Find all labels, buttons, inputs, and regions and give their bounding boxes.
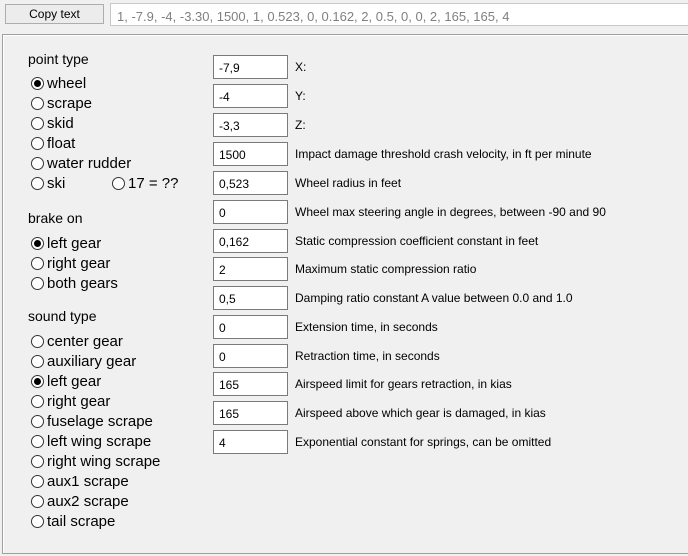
radio-label: both gears bbox=[47, 275, 118, 292]
radio-label: right wing scrape bbox=[47, 453, 161, 470]
radio-label: left gear bbox=[47, 235, 102, 252]
damping-ratio-input[interactable] bbox=[213, 286, 288, 310]
brake-on-title: brake on bbox=[28, 210, 83, 226]
steering-angle-label: Wheel max steering angle in degrees, between -90 and 90 bbox=[295, 205, 606, 219]
retraction-time-label: Retraction time, in seconds bbox=[295, 349, 440, 363]
radio-unchecked-icon bbox=[112, 177, 125, 190]
radio-unchecked-icon bbox=[31, 475, 44, 488]
damping-ratio-label: Damping ratio constant A value between 0.0 and 1.0 bbox=[295, 291, 573, 305]
radio-unchecked-icon bbox=[31, 355, 44, 368]
radio-unchecked-icon bbox=[31, 117, 44, 130]
radio-brake-left-gear[interactable] bbox=[31, 234, 101, 253]
contact-point-panel bbox=[2, 34, 688, 554]
extension-time-input[interactable] bbox=[213, 315, 288, 339]
radio-label: left gear bbox=[47, 373, 102, 390]
radio-sound-left-gear[interactable] bbox=[31, 372, 101, 391]
radio-label: aux2 scrape bbox=[47, 493, 129, 510]
radio-unchecked-icon bbox=[31, 277, 44, 290]
crash-velocity-label: Impact damage threshold crash velocity, in ft per minute bbox=[295, 147, 592, 161]
wheel-radius-label: Wheel radius in feet bbox=[295, 176, 402, 190]
radio-unchecked-icon bbox=[31, 97, 44, 110]
radio-brake-both-gears[interactable] bbox=[31, 274, 118, 293]
crash-velocity-input[interactable] bbox=[213, 142, 288, 166]
radio-sound-tail-scrape[interactable] bbox=[31, 512, 115, 531]
radio-sound-aux2-scrape[interactable] bbox=[31, 492, 129, 511]
radio-sound-center-gear[interactable] bbox=[31, 332, 123, 351]
radio-unchecked-icon bbox=[31, 455, 44, 468]
radio-point-ski[interactable] bbox=[31, 174, 65, 193]
extension-time-label: Extension time, in seconds bbox=[295, 320, 438, 334]
radio-label: skid bbox=[47, 115, 74, 132]
spring-exponent-label: Exponential constant for springs, can be omitted bbox=[295, 435, 552, 449]
copy-toolbar bbox=[0, 0, 688, 30]
radio-checked-icon bbox=[31, 77, 44, 90]
static-compression-coef-label: Static compression coefficient constant in feet bbox=[295, 234, 539, 248]
radio-sound-left-wing-scrape[interactable] bbox=[31, 432, 151, 451]
radio-unchecked-icon bbox=[31, 137, 44, 150]
wheel-radius-input[interactable] bbox=[213, 171, 288, 195]
radio-point-skid[interactable] bbox=[31, 114, 74, 133]
static-compression-coef-input[interactable] bbox=[213, 229, 288, 253]
copy-text-button[interactable]: Copy text bbox=[5, 4, 104, 24]
radio-point-scrape[interactable] bbox=[31, 94, 92, 113]
sound-type-title: sound type bbox=[28, 308, 97, 324]
retraction-airspeed-limit-input[interactable] bbox=[213, 372, 288, 396]
point-type-title: point type bbox=[28, 51, 89, 67]
retraction-time-input[interactable] bbox=[213, 344, 288, 368]
x-input[interactable] bbox=[213, 55, 288, 79]
radio-label: right gear bbox=[47, 393, 111, 410]
radio-label: scrape bbox=[47, 95, 93, 112]
radio-label: aux1 scrape bbox=[47, 473, 129, 490]
z-input[interactable] bbox=[213, 113, 288, 137]
radio-sound-right-wing-scrape[interactable] bbox=[31, 452, 160, 471]
steering-angle-input[interactable] bbox=[213, 200, 288, 224]
retraction-airspeed-limit-label: Airspeed limit for gears retraction, in kias bbox=[295, 377, 512, 391]
max-compression-ratio-input[interactable] bbox=[213, 257, 288, 281]
damage-airspeed-label: Airspeed above which gear is damaged, in kias bbox=[295, 406, 546, 420]
radio-unchecked-icon bbox=[31, 495, 44, 508]
radio-sound-auxiliary-gear[interactable] bbox=[31, 352, 136, 371]
radio-label: tail scrape bbox=[47, 513, 116, 530]
radio-sound-right-gear[interactable] bbox=[31, 392, 110, 411]
y-input[interactable] bbox=[213, 84, 288, 108]
radio-label: 17 = ?? bbox=[128, 175, 179, 192]
radio-unchecked-icon bbox=[31, 177, 44, 190]
radio-checked-icon bbox=[31, 375, 44, 388]
copy-output-field[interactable] bbox=[110, 3, 688, 26]
radio-label: left wing scrape bbox=[47, 433, 152, 450]
x-label: X: bbox=[295, 60, 307, 74]
radio-unchecked-icon bbox=[31, 395, 44, 408]
radio-point-float[interactable] bbox=[31, 134, 75, 153]
radio-label: right gear bbox=[47, 255, 111, 272]
radio-brake-right-gear[interactable] bbox=[31, 254, 110, 273]
radio-checked-icon bbox=[31, 237, 44, 250]
radio-point-17[interactable] bbox=[112, 174, 178, 193]
radio-label: water rudder bbox=[47, 155, 132, 172]
radio-unchecked-icon bbox=[31, 415, 44, 428]
radio-label: ski bbox=[47, 175, 66, 192]
radio-label: float bbox=[47, 135, 76, 152]
radio-unchecked-icon bbox=[31, 257, 44, 270]
radio-point-water-rudder[interactable] bbox=[31, 154, 131, 173]
radio-point-wheel[interactable] bbox=[31, 74, 86, 93]
spring-exponent-input[interactable] bbox=[213, 430, 288, 454]
y-label: Y: bbox=[295, 89, 306, 103]
radio-sound-aux1-scrape[interactable] bbox=[31, 472, 129, 491]
max-compression-ratio-label: Maximum static compression ratio bbox=[295, 262, 477, 276]
radio-label: center gear bbox=[47, 333, 123, 350]
radio-label: auxiliary gear bbox=[47, 353, 137, 370]
radio-unchecked-icon bbox=[31, 435, 44, 448]
radio-sound-fuselage-scrape[interactable] bbox=[31, 412, 153, 431]
z-label: Z: bbox=[295, 118, 306, 132]
radio-unchecked-icon bbox=[31, 515, 44, 528]
radio-unchecked-icon bbox=[31, 157, 44, 170]
radio-unchecked-icon bbox=[31, 335, 44, 348]
damage-airspeed-input[interactable] bbox=[213, 401, 288, 425]
radio-label: wheel bbox=[47, 75, 87, 92]
radio-label: fuselage scrape bbox=[47, 413, 153, 430]
